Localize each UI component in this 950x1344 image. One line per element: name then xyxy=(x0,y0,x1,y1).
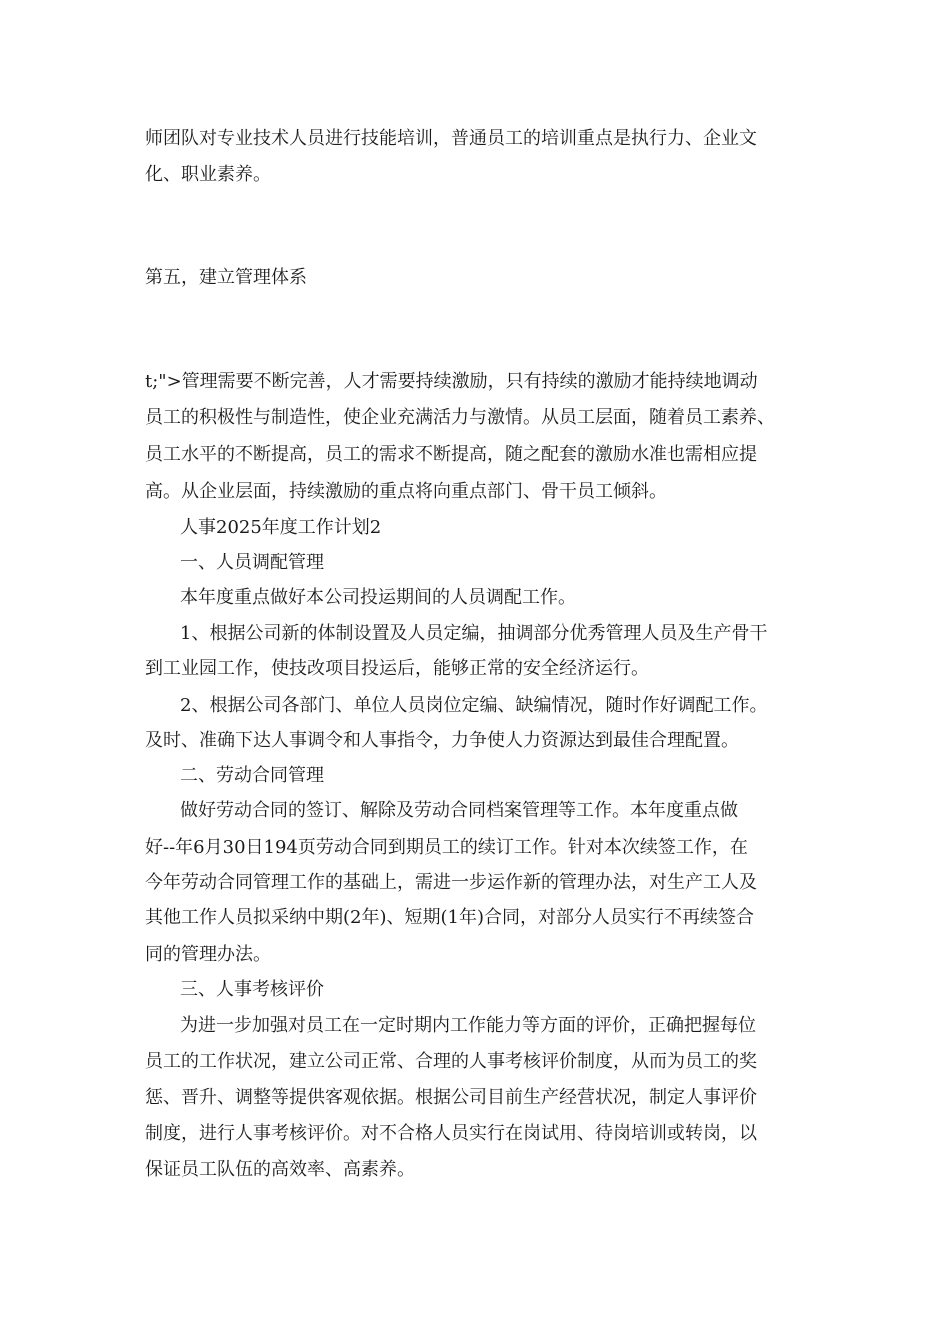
text-line: 化、职业素养。 xyxy=(145,164,271,185)
text-line: 员工水平的不断提高，员工的需求不断提高，随之配套的激励水准也需相应提 xyxy=(145,444,757,465)
text-line: 制度，进行人事考核评价。对不合格人员实行在岗试用、待岗培训或转岗，以 xyxy=(145,1123,757,1144)
text-line: 师团队对专业技术人员进行技能培训，普通员工的培训重点是执行力、企业文 xyxy=(145,128,757,149)
text-line: 本年度重点做好本公司投运期间的人员调配工作。 xyxy=(180,587,576,608)
document-title: 人事2025年度工作计划2 xyxy=(180,517,382,538)
text-line: 高。从企业层面，持续激励的重点将向重点部门、骨干员工倾斜。 xyxy=(145,481,667,502)
text-line: 1、根据公司新的体制设置及人员定编，抽调部分优秀管理人员及生产骨干 xyxy=(180,623,768,644)
text-line: 保证员工队伍的高效率、高素养。 xyxy=(145,1159,415,1180)
text-line: 其他工作人员拟采纳中期(2年)、短期(1年)合同，对部分人员实行不再续签合 xyxy=(145,907,754,928)
text-line: 及时、准确下达人事调令和人事指令，力争使人力资源达到最佳合理配置。 xyxy=(145,730,739,751)
text-line: 到工业园工作，使技改项目投运后，能够正常的安全经济运行。 xyxy=(145,658,649,679)
text-line: 好--年6月30日194页劳动合同到期员工的续订工作。针对本次续签工作，在 xyxy=(145,837,748,858)
text-line: 员工的工作状况，建立公司正常、合理的人事考核评价制度，从而为员工的奖 xyxy=(145,1051,757,1072)
section-heading: 三、人事考核评价 xyxy=(180,979,324,1000)
text-line: 惩、晋升、调整等提供客观依据。根据公司目前生产经营状况，制定人事评价 xyxy=(145,1087,757,1108)
text-line: 2、根据公司各部门、单位人员岗位定编、缺编情况，随时作好调配工作。 xyxy=(180,695,768,716)
text-line: 做好劳动合同的签订、解除及劳动合同档案管理等工作。本年度重点做 xyxy=(180,800,738,821)
text-line: 为进一步加强对员工在一定时期内工作能力等方面的评价，正确把握每位 xyxy=(180,1015,756,1036)
text-line: 今年劳动合同管理工作的基础上，需进一步运作新的管理办法，对生产工人及 xyxy=(145,872,757,893)
text-line: t;">管理需要不断完善，人才需要持续激励，只有持续的激励才能持续地调动 xyxy=(145,371,758,392)
section-heading: 一、人员调配管理 xyxy=(180,552,324,573)
text-line: 员工的积极性与制造性，使企业充满活力与激情。从员工层面，随着员工素养、 xyxy=(145,407,775,428)
section-heading: 二、劳动合同管理 xyxy=(180,765,324,786)
section-heading: 第五，建立管理体系 xyxy=(145,267,307,288)
text-line: 同的管理办法。 xyxy=(145,944,271,965)
